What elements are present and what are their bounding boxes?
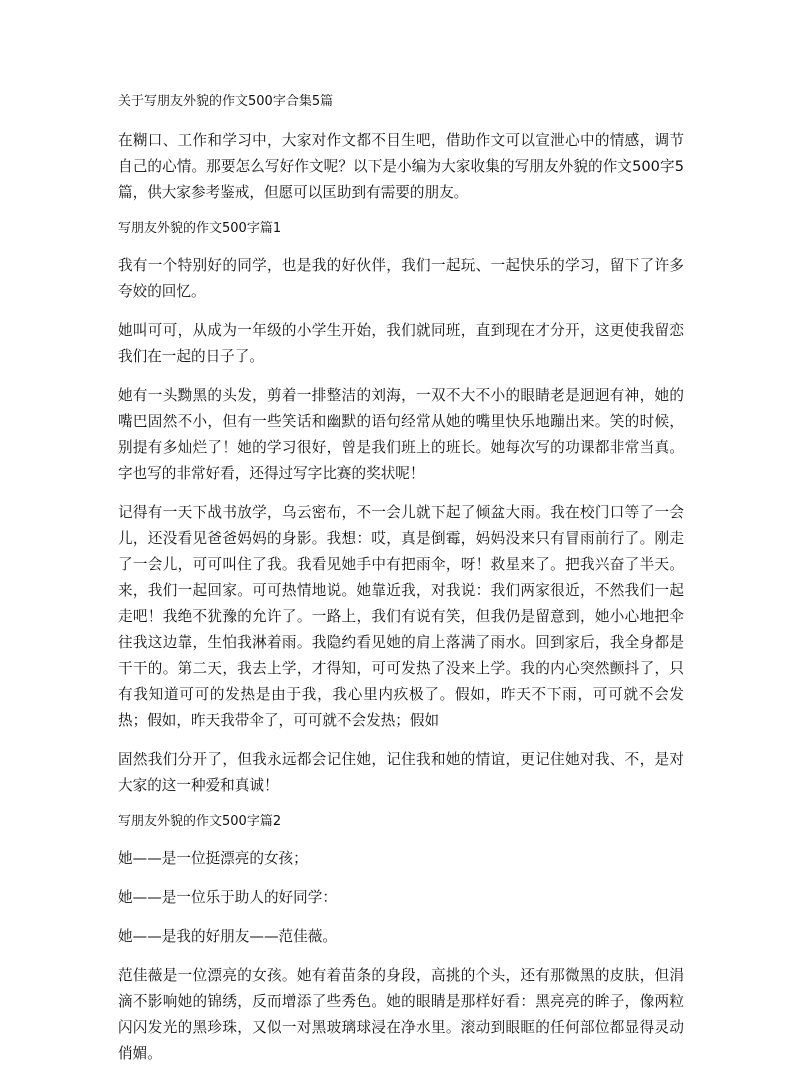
section-1-paragraph-2: 她叫可可，从成为一年级的小学生开始，我们就同班，直到现在才分开，这更使我留恋我们在一起的日子了。 xyxy=(118,322,684,365)
section-1-paragraph-3: 她有一头黝黑的头发，剪着一排整洁的刘海，一双不大不小的眼睛老是迥迥有神，她的嘴巴固然不小，但有一些笑话和幽默的语句经常从她的嘴里快乐地蹦出来。笑的时候，别提有多灿烂了！她的学习很好，曾是我们班上的班长。她每次写的功课都非常当真。字也写的非常好看，还得过写字比赛的奖状呢！ xyxy=(118,387,684,482)
section-2-paragraph-3: 她——是我的好朋友——范佳薇。 xyxy=(118,928,337,945)
section-1-paragraph-5: 固然我们分开了，但我永远都会记住她，记住我和她的情谊，更记住她对我、不，是对大家的这一种爱和真诚！ xyxy=(118,751,684,794)
section-1-paragraph-1: 我有一个特别好的同学，也是我的好伙伴，我们一起玩、一起快乐的学习，留下了许多夸姣的回忆。 xyxy=(118,257,684,300)
section-2-paragraph-1: 她——是一位挺漂亮的女孩； xyxy=(118,850,308,867)
section-1-paragraph-4: 记得有一天下战书放学，乌云密布，不一会儿就下起了倾盆大雨。我在校门口等了一会儿，还没看见爸爸妈妈的身影。我想：哎，真是倒霉，妈妈没来只有冒雨前行了。刚走了一会儿，可可叫住了我。我看见她手中有把雨伞，呀！救星来了。把我兴奋了半天。来，我们一起回家。可可热情地说。她靠近我，对我说：我们两家很近，不然我们一起走吧！我绝不犹豫的允许了。一路上，我们有说有笑，但我仍是留意到，她小心地把伞往我这边靠，生怕我淋着雨。我隐约看见她的肩上落满了雨水。回到家后，我全身都是干干的。第二天，我去上学，才得知，可可发热了没来上学。我的内心突然颤抖了，只有我知道可可的发热是由于我，我心里内疚极了。假如，昨天不下雨，可可就不会发热；假如，昨天我带伞了，可可就不会发热；假如 xyxy=(118,504,684,729)
section-1-heading: 写朋友外貌的作文500字篇1 xyxy=(118,221,282,236)
intro-paragraph: 在糊口、工作和学习中，大家对作文都不目生吧，借助作文可以宣泄心中的情感，调节自己的心情。那要怎么写好作文呢？以下是小编为大家收集的写朋友外貌的作文500字5篇，供大家参考鉴戒，但愿可以匡助到有需要的朋友。 xyxy=(118,132,684,201)
document-title: 关于写朋友外貌的作文500字合集5篇 xyxy=(118,94,334,109)
section-2-heading: 写朋友外貌的作文500字篇2 xyxy=(118,814,282,829)
section-2-paragraph-2: 她——是一位乐于助人的好同学： xyxy=(118,889,337,906)
section-2-paragraph-4: 范佳薇是一位漂亮的女孩。她有着苗条的身段，高挑的个头，还有那微黑的皮肤，但涓滴不影响她的锦绣，反而增添了些秀色。她的眼睛是那样好看：黑亮亮的眸子，像两粒闪闪发光的黑珍珠，又似一对黑玻璃球浸在净水里。滚动到眼眶的任何部位都显得灵动俏媚。 xyxy=(118,967,684,1062)
document-page xyxy=(118,92,684,1080)
